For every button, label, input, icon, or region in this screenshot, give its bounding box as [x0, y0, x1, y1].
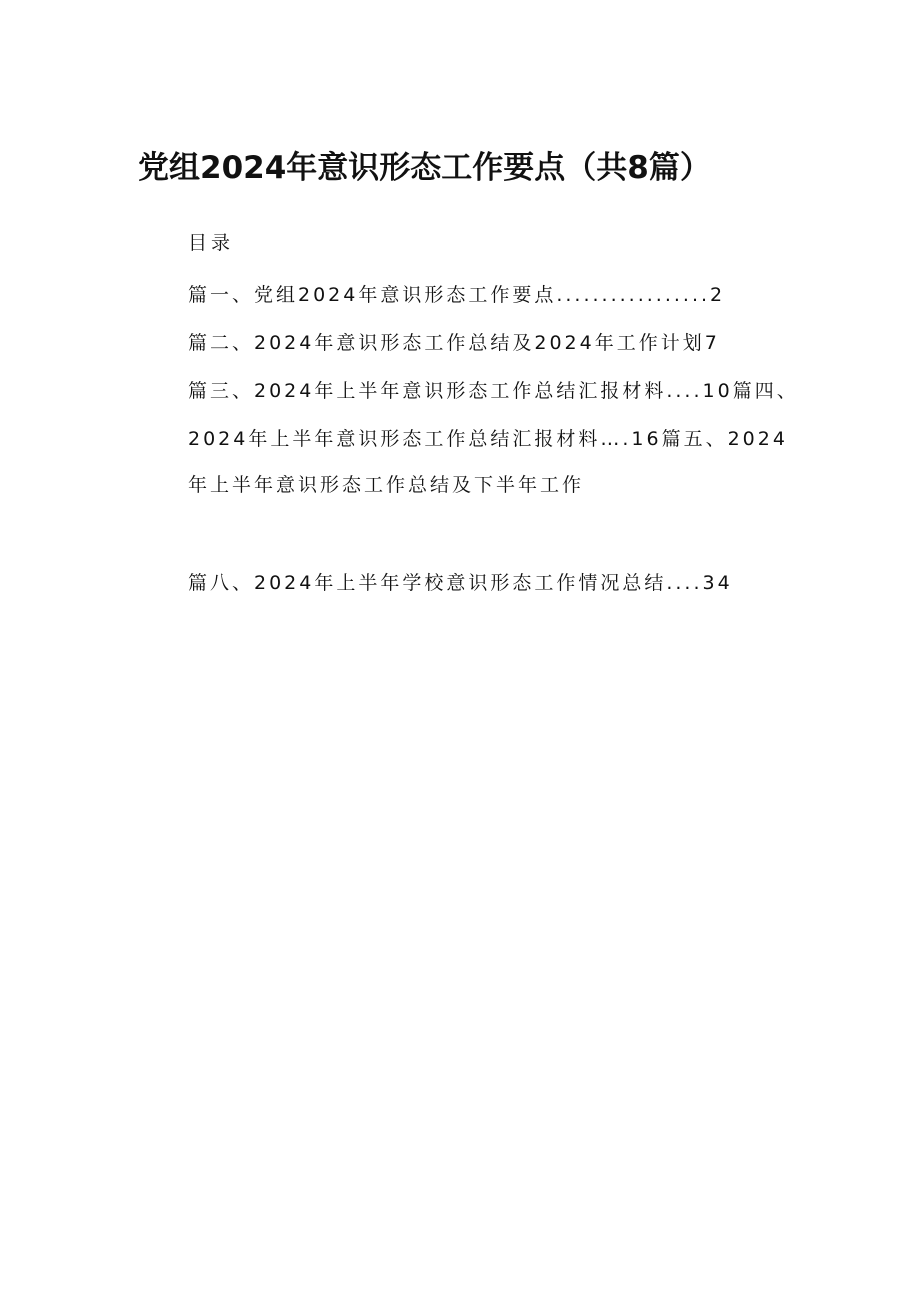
toc-entry-2[interactable]: 篇二、2024年意识形态工作总结及2024年工作计划7 — [188, 332, 720, 354]
toc-entry-4[interactable]: 2024年上半年意识形态工作总结汇报材料….16篇五、2024 — [188, 428, 788, 450]
toc-entry-3[interactable]: 篇三、2024年上半年意识形态工作总结汇报材料....10篇四、 — [188, 380, 799, 402]
toc-heading: 目录 — [188, 232, 235, 254]
document-title: 党组2024年意识形态工作要点（共8篇） — [138, 150, 711, 186]
toc-entry-8[interactable]: 篇八、2024年上半年学校意识形态工作情况总结....34 — [188, 572, 733, 594]
toc-entry-1[interactable]: 篇一、党组2024年意识形态工作要点.................2 — [188, 284, 726, 306]
toc-entry-5[interactable]: 年上半年意识形态工作总结及下半年工作 — [188, 474, 585, 496]
